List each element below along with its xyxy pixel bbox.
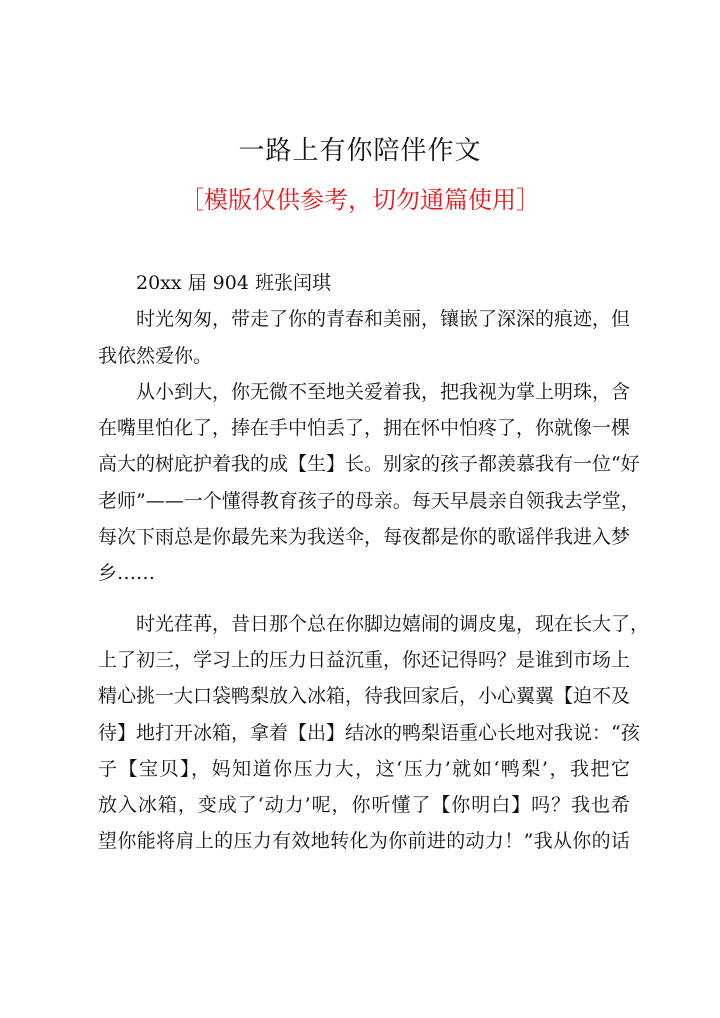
paragraph-line: 子【宝贝】，妈知道你压力大，这‘压力’就如‘鸭梨’，我把它 [98,757,630,780]
template-disclaimer: ［模版仅供参考，切勿通篇使用］ [180,186,540,214]
paragraph-line: 放入冰箱，变成了‘动力’呢，你听懂了【你明白】吗？我也希 [98,794,630,817]
paragraph-line: 高大的树庇护着我的成【生】长。别家的孩子都羡慕我有一位“好 [98,453,640,476]
author-byline: 20xx 届 904 班张闰琪 [136,272,331,294]
paragraph-line: 在嘴里怕化了，捧在手中怕丢了，拥在怀中怕疼了，你就像一棵 [98,417,631,440]
paragraph-line: 精心挑一大口袋鸭梨放入冰箱，待我回家后，小心翼翼【迫不及 [98,685,631,708]
paragraph-line: 乡…… [98,562,156,585]
paragraph [98,606,650,860]
paragraph-line: 望你能将肩上的压力有效地转化为你前进的动力！”我从你的话 [98,830,630,853]
paragraph-line: 从小到大，你无微不至地关爱着我，把我视为掌上明珠，含 [136,380,631,403]
paragraph-line: 每次下雨总是你最先来为我送伞，每夜都是你的歌谣伴我进入梦 [98,526,631,549]
paragraph [98,374,640,592]
paragraph-line: 时光匆匆，带走了你的青春和美丽，镶嵌了深深的痕迹，但 [136,308,631,331]
document-title: 一路上有你陪伴作文 [238,136,482,166]
paragraph-line: 老师”——一个懂得教育孩子的母亲。每天早晨亲自领我去学堂， [98,489,640,512]
paragraph-line: 我依然爱你。 [98,344,213,367]
paragraph-line: 上了初三，学习上的压力日益沉重，你还记得吗？是谁到市场上 [98,648,631,671]
paragraph-line: 时光荏苒，昔日那个总在你脚边嬉闹的调皮鬼，现在长大了， [136,612,650,635]
essay-body [98,265,650,860]
paragraph [98,301,630,374]
paragraph-line: 待】地打开冰箱，拿着【出】结冰的鸭梨语重心长地对我说：“孩 [98,721,640,744]
